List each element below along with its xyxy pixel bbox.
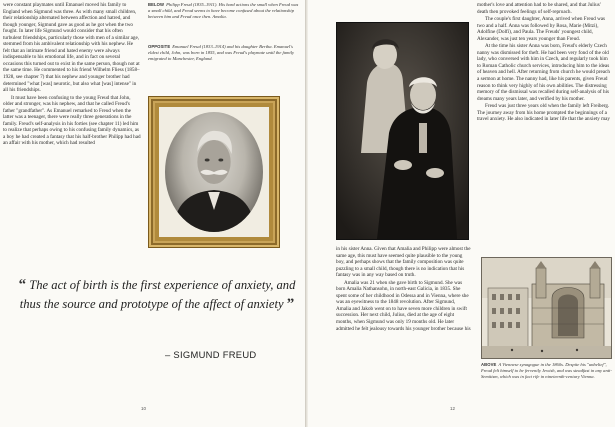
quote-text: The act of birth is the first experience of anxiety, and thus the source and prototype of the affect of anxiety [19, 278, 296, 311]
pull-quote [14, 276, 300, 314]
portrait-oval [165, 112, 263, 232]
left-body-paragraph: It must have been confusing to the young Freud that John, older and stronger, was his nephew, and that he called Freud's father "grandfather". As Emanuel remarked to Freud when the latter was a teenager, there were really three generations in the family. Freud's self-analysis in his forties (see chapter 11) led him to realize that perhaps owing to his confusing family dynamics, as a boy he had created a fantasy that his half-brother Philipp had had an affair with his mother, which had resulted [3, 94, 141, 147]
quote-open-mark: “ [18, 277, 27, 293]
portrait-mat [159, 107, 269, 237]
photo-figures [337, 23, 468, 239]
right-page [308, 0, 615, 427]
caption-text: Philipp Freud (1835–1911). His hard actions the small when Freud was a small child, and Freud seems to have become confused about the relationship between him and Freud once then. Amalia. [148, 2, 299, 19]
synagogue-engraving [482, 258, 611, 358]
right-body-paragraph: mother's love and attention had to be shared, and that Julius' death then provoked feelings of self-reproach. [477, 2, 601, 15]
left-body-paragraph: were constant playmates until Emanuel moved his family to England when Sigmund was three. As with many small children, their relationship alternated between affection and hatred, and though younger, Sigmund gave as good as he got when the two fought. In later life Sigmund would consider that his often turbulent friendships, particularly those with men of a similar age, stemmed from his ambivalent relationship with his nephew. He felt that an intimate friend and hated enemy were always indispensable to his emotional life, and in fact on several occasions this turned out to exist in the same person, though not at the same time. He commented to his friend Wilhelm Fliess (1858–1928, see chapter 7) that his nephew and younger brother had determined "what [was] neurotic, but also what [was] intense" in all his friendships. [3, 2, 140, 94]
right-body-paragraph: Amalia was 21 when she gave birth to Sigmund. She was born Amalia Nathansohn, in north-east Galicia, in 1835. She spent some of her childhood in Odessa and in Vienna, where she was an eyewitness to the 1848 revolution. After Sigmund, Amalia and Jakob went on to have seven more children in swift succession. Her next child, Julius, died at the age of eight months, when Sigmund was only 19 months old. He later admitted he felt jealousy towards his younger brother because his [336, 279, 471, 332]
photo-emanuel-and-daughter [336, 22, 469, 240]
right-body-paragraph: The couple's first daughter, Anna, arrived when Freud was two and a half. Anna was followed by Rosa, Marie (Mitzi), Adolfine (Dolfi), and Paula. The Freuds' youngest child, Alexander, was just ten years younger than Freud. [477, 16, 606, 42]
left-page [0, 0, 306, 427]
page-number-left: 10 [141, 406, 147, 411]
right-body-paragraph: At the time his sister Anna was born, Freud's elderly Czech nanny was dismissed for theft. He had been very fond of the old lady, who conversed with him in Czech, and regularly took him to Roman Catholic church services, introducing him to the ideas of heaven and hell. After returning from church he would preach a sermon at home. The nanny had, like his parents, given Freud reason to think very highly of his own abilities. The distressing memory of the dismissal was recalled during self-analysis of his dreams many years later, and verified by his mother. [477, 43, 610, 102]
left-body-column [3, 2, 141, 148]
portrait-figure [165, 112, 263, 232]
quote-close-mark: ” [286, 296, 295, 312]
page-number-right: 12 [450, 406, 456, 411]
quote-attribution: – SIGMUND FREUD [165, 349, 257, 360]
caption-opposite [148, 44, 300, 62]
caption-tag: ABOVE [481, 362, 497, 367]
caption-below [148, 2, 300, 20]
right-body-column-right [477, 2, 610, 124]
caption-above [481, 362, 612, 380]
caption-tag: BELOW [148, 2, 165, 7]
photo-viennese-synagogue [481, 257, 612, 359]
caption-text: Emanuel Freud (1833–1914) and his daughter Bertha. Emanuel's eldest child, John, was born in 1855, and was Freud's playmate until the family emigrated to Manchester, England. [148, 44, 295, 61]
caption-tag: OPPOSITE [148, 44, 171, 49]
caption-text: A Viennese synagogue in the 1860s. Despite his "unbelief", Freud felt himself to be fervently Jewish, and was steadfast in any anti-Semitism, which was in fact rife in nineteenth-century Vienna. [481, 362, 612, 379]
right-body-paragraph: in his sister Anna. Given that Amalia and Philipp were almost the same age, this must have seemed quite plausible to the young boy, and perhaps shows that the family composition was quite puzzling to a small child, though there is no indication that his fantasy was in any way based on truth. [336, 246, 471, 279]
right-body-paragraph: Freud was just three years old when the family left Freiberg. The journey away from his home prompted the beginnings of a travel anxiety. He also indicated in later life that the anxiety may [477, 103, 610, 123]
right-body-column-middle [336, 246, 471, 333]
framed-portrait-philipp [148, 96, 280, 248]
